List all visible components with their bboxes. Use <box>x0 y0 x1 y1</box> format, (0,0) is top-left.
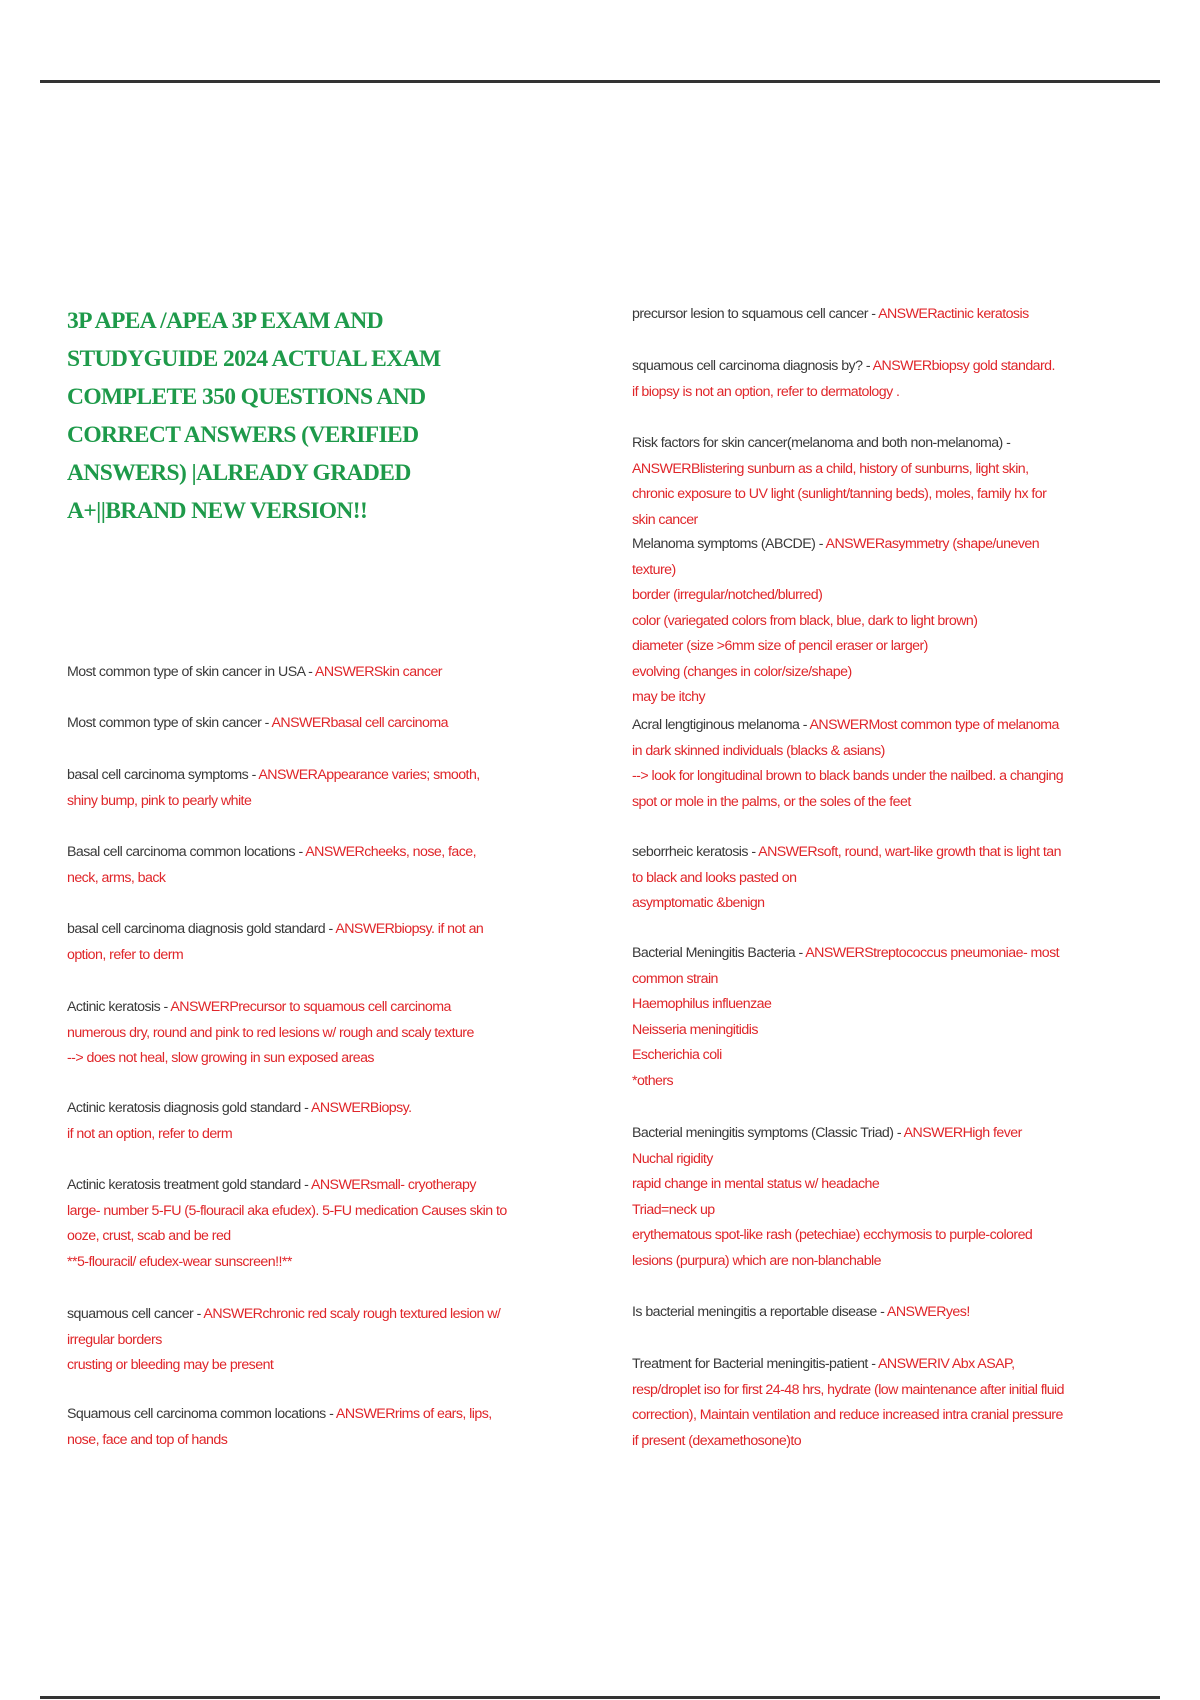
answer-text: ANSWERAppearance varies; smooth, shiny bump, pink to pearly white <box>67 767 480 809</box>
question-text: seborrheic keratosis <box>632 844 748 860</box>
answer-text: ANSWERbiopsy. if not an option, refer to derm <box>67 921 484 963</box>
question-text: Acral lengtiginous melanoma <box>632 717 800 733</box>
qa-separator: - <box>815 536 826 552</box>
qa-separator: - <box>193 1306 204 1322</box>
qa-item <box>67 1402 507 1453</box>
answer-line: --> look for longitudinal brown to black bands under the nailbed. a changing spot or mole in the palms, or the soles of the feet <box>632 768 1064 810</box>
question-text: Most common type of skin cancer <box>67 715 262 731</box>
answer-line: border (irregular/notched/blurred) <box>632 587 823 603</box>
qa-item <box>67 1173 507 1275</box>
answer-line: --> does not heal, slow growing in sun exposed areas <box>67 1050 374 1066</box>
answer-line: erythematous spot-like rash (petechiae) ecchymosis to purple-colored lesions (purpura) which are non-blanchable <box>632 1227 1033 1269</box>
qa-item <box>632 532 1064 711</box>
qa-item <box>632 713 1064 815</box>
question-text: Actinic keratosis <box>67 999 161 1015</box>
answer-line: asymptomatic &benign <box>632 895 765 911</box>
qa-separator: - <box>248 767 259 783</box>
answer-line: Haemophilus influenzae <box>632 996 772 1012</box>
question-text: Actinic keratosis diagnosis gold standard <box>67 1100 301 1116</box>
answer-text: ANSWERBiopsy. <box>310 1100 412 1116</box>
answer-line: *others <box>632 1072 674 1089</box>
bottom-rule <box>40 1696 1160 1699</box>
question-text: Bacterial Meningitis Bacteria <box>632 945 796 961</box>
qa-separator: - <box>799 717 810 733</box>
qa-separator: - <box>795 945 806 961</box>
answer-line: if not an option, refer to derm <box>67 1125 233 1142</box>
question-text: Squamous cell carcinoma common locations <box>67 1406 326 1422</box>
qa-item <box>67 763 507 814</box>
answer-line: large- number 5-FU (5-flouracil aka efudex). 5-FU medication Causes skin to ooze, crust, scab and be red <box>67 1202 507 1244</box>
qa-item <box>632 354 1064 405</box>
top-rule <box>40 80 1160 83</box>
answer-line: diameter (size >6mm size of pencil eraser or larger) <box>632 638 928 654</box>
qa-separator: - <box>160 999 171 1015</box>
question-text: basal cell carcinoma diagnosis gold standard <box>67 921 326 937</box>
answer-text: ANSWERHigh fever <box>903 1125 1022 1141</box>
answer-text: ANSWERrims of ears, lips, nose, face and top of hands <box>67 1406 492 1448</box>
qa-separator: - <box>893 1125 904 1141</box>
answer-text: ANSWERbiopsy gold standard. if biopsy is not an option, refer to dermatology . <box>632 358 1055 400</box>
qa-item <box>67 995 507 1072</box>
qa-item <box>632 840 1064 917</box>
qa-separator: - <box>325 1406 336 1422</box>
answer-text: ANSWERPrecursor to squamous cell carcinoma <box>170 999 451 1015</box>
answer-text: ANSWERBlistering sunburn as a child, history of sunburns, light skin, chronic exposure to UV light (sunlight/tanning beds), moles, family hx for skin cancer <box>632 460 1047 528</box>
qa-item <box>67 917 507 968</box>
question-text: squamous cell cancer <box>67 1306 194 1322</box>
answer-text: ANSWERsoft, round, wart-like growth that is light tan to black and looks pasted on <box>632 844 1061 886</box>
answer-line: may be itchy <box>632 689 706 705</box>
question-text: Melanoma symptoms (ABCDE) <box>632 536 816 552</box>
document-title: 3P APEA /APEA 3P EXAM AND STUDYGUIDE 2024 ACTUAL EXAM COMPLETE 350 QUESTIONS AND CORRECT ANSWERS (VERIFIED ANSWERS) |ALREADY GRADED A+||BRAND NEW VERSION!! <box>67 308 441 524</box>
answer-text: ANSWERMost common type of melanoma in dark skinned individuals (blacks & asians) <box>632 717 1059 759</box>
answer-text: ANSWERcheeks, nose, face, neck, arms, back <box>67 844 476 886</box>
qa-item <box>67 711 507 737</box>
answer-line: crusting or bleeding may be present <box>67 1357 274 1373</box>
question-text: basal cell carcinoma symptoms <box>67 767 249 783</box>
question-text: Is bacterial meningitis a reportable disease <box>632 1304 877 1320</box>
answer-line: evolving (changes in color/size/shape) <box>632 663 852 680</box>
qa-separator: - <box>1002 435 1011 451</box>
answer-text: ANSWERchronic red scaly rough textured lesion w/ irregular borders <box>67 1306 501 1348</box>
answer-line: numerous dry, round and pink to red lesions w/ rough and scaly texture <box>67 1024 474 1041</box>
answer-line: Triad=neck up <box>632 1201 715 1218</box>
qa-item <box>632 431 1064 533</box>
qa-item <box>67 660 507 686</box>
qa-separator: - <box>300 1177 311 1193</box>
qa-separator: - <box>325 921 336 937</box>
qa-separator: - <box>876 1304 887 1320</box>
qa-separator: - <box>295 844 306 860</box>
answer-line: color (variegated colors from black, blue, dark to light brown) <box>632 612 978 629</box>
answer-line: Nuchal rigidity <box>632 1150 713 1167</box>
qa-separator: - <box>867 1356 878 1372</box>
qa-item <box>632 1352 1064 1454</box>
answer-line: Escherichia coli <box>632 1047 722 1063</box>
qa-item <box>632 1300 1064 1326</box>
qa-separator: - <box>261 715 272 731</box>
answer-line: Neisseria meningitidis <box>632 1021 758 1038</box>
qa-item <box>632 302 1064 328</box>
qa-item <box>632 941 1064 1094</box>
answer-text: ANSWERStreptococcus pneumoniae- most common strain <box>632 945 1060 987</box>
qa-separator: - <box>300 1100 311 1116</box>
qa-separator: - <box>304 664 315 680</box>
question-text: Actinic keratosis treatment gold standard <box>67 1177 301 1193</box>
question-text: Treatment for Bacterial meningitis-patient <box>632 1356 868 1372</box>
qa-item <box>67 1302 507 1379</box>
question-text: Basal cell carcinoma common locations <box>67 844 296 860</box>
answer-text: ANSWERsmall- cryotherapy <box>310 1177 476 1193</box>
answer-text: ANSWERyes! <box>886 1304 970 1320</box>
answer-line: **5-flouracil/ efudex-wear sunscreen!!** <box>67 1253 292 1270</box>
answer-text: ANSWERbasal cell carcinoma <box>271 715 448 731</box>
qa-item <box>67 840 507 891</box>
answer-text: ANSWERactinic keratosis <box>878 306 1029 322</box>
answer-text: ANSWERSkin cancer <box>314 664 442 680</box>
answer-text: ANSWERIV Abx ASAP, resp/droplet iso for first 24-48 hrs, hydrate (low maintenance after initial fluid correction), Maintain ventilation and reduce increased intra cranial pressure if present (dexamethosone)to <box>632 1356 1064 1449</box>
question-text: Risk factors for skin cancer(melanoma and both non-melanoma) <box>632 435 1003 451</box>
qa-separator: - <box>747 844 759 860</box>
qa-separator: - <box>862 358 873 374</box>
question-text: Most common type of skin cancer in USA <box>67 664 305 680</box>
qa-item <box>67 1096 507 1147</box>
qa-item <box>632 1121 1064 1274</box>
qa-separator: - <box>867 306 879 322</box>
answer-line: rapid change in mental status w/ headache <box>632 1176 880 1192</box>
question-text: precursor lesion to squamous cell cancer <box>632 306 868 322</box>
answer-text: ANSWERasymmetry (shape/uneven texture) <box>632 536 1040 578</box>
question-text: Bacterial meningitis symptoms (Classic Triad) <box>632 1125 894 1141</box>
question-text: squamous cell carcinoma diagnosis by? <box>632 358 863 374</box>
